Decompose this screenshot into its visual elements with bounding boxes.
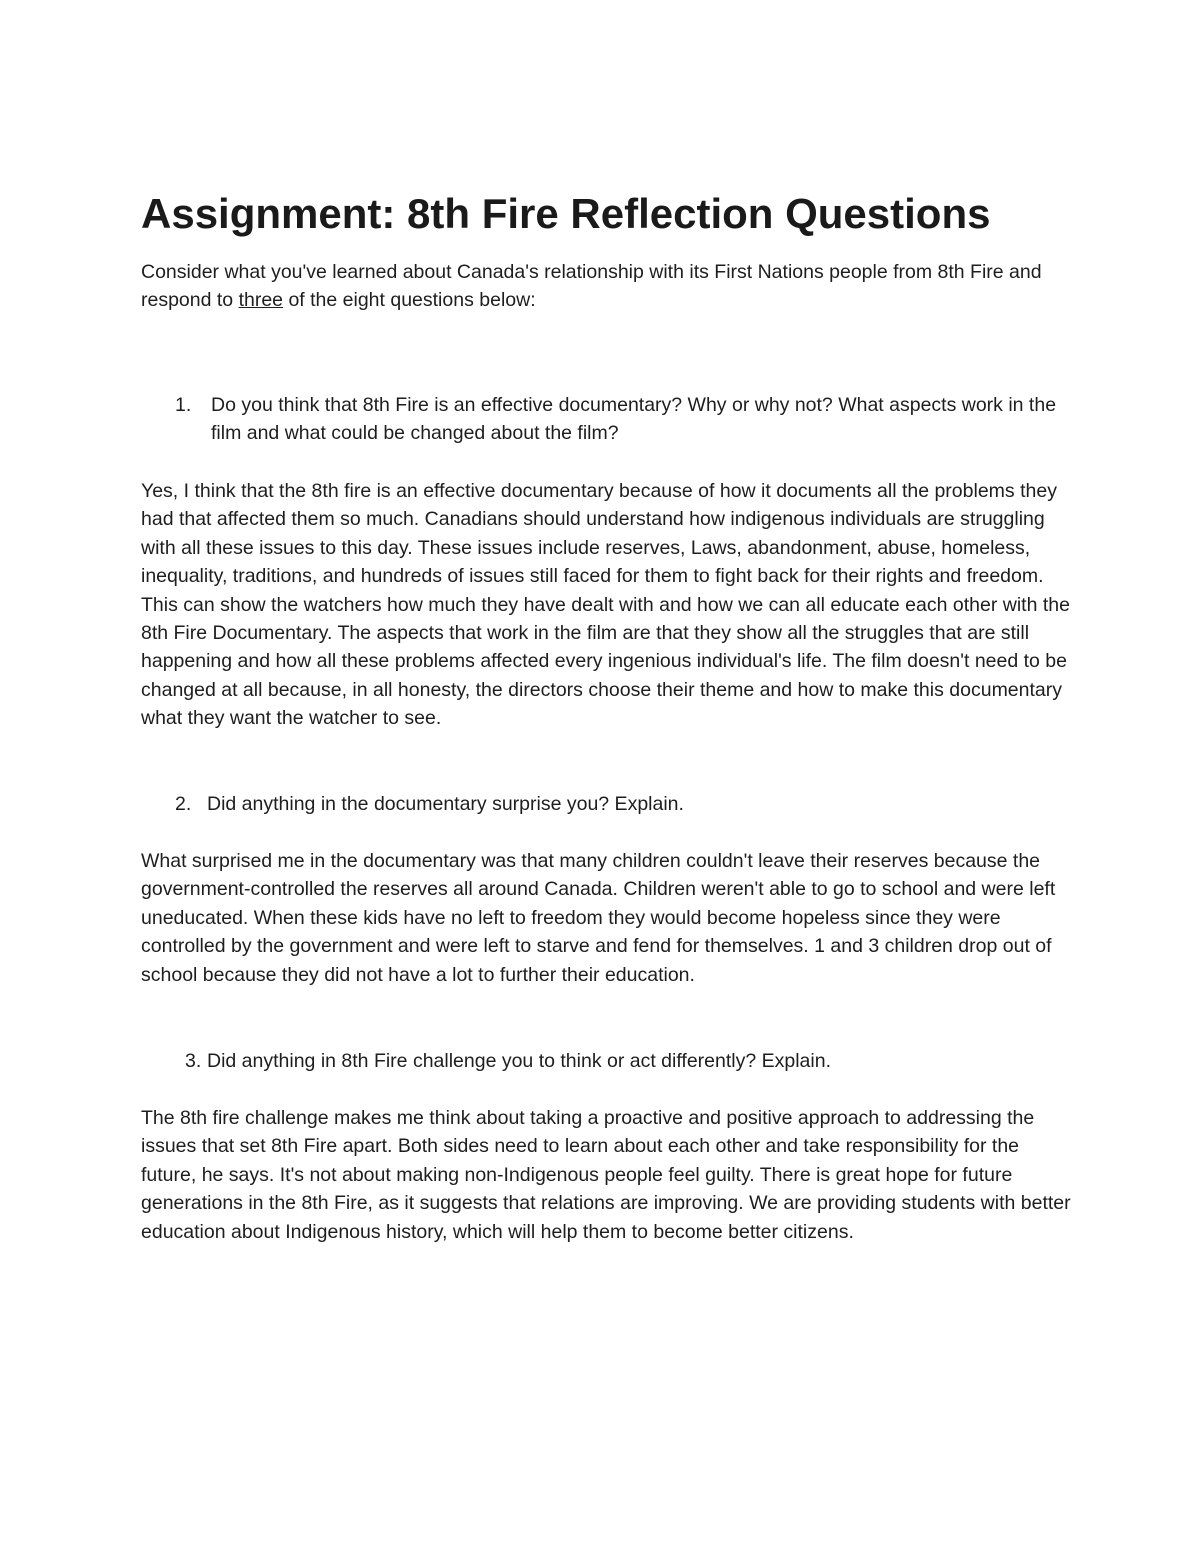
intro-emphasis: three	[238, 289, 284, 312]
question-2-number: 2.	[175, 793, 192, 815]
question-3	[185, 1047, 1085, 1075]
intro-paragraph	[141, 258, 1071, 315]
question-1	[175, 391, 1075, 448]
question-3-text: Did anything in 8th Fire challenge you to think or act differently? Explain.	[207, 1050, 831, 1072]
question-2-text: Did anything in the documentary surprise you? Explain.	[207, 793, 684, 815]
answer-1: Yes, I think that the 8th fire is an effective documentary because of how it documents all the problems they had that affected them so much. Canadians should understand how indigenous individuals are struggling with all these issues to this day. These issues include reserves, Laws, abandonment, abuse, homeless, inequality, traditions, and hundreds of issues still faced for them to fight back for their rights and freedom. This can show the watchers how much they have dealt with and how we can all educate each other with the 8th Fire Documentary. The aspects that work in the film are that they show all the struggles that are still happening and how all these problems affected every ingenious individual's life. The film doesn't need to be changed at all because, in all honesty, the directors choose their theme and how to make this documentary what they want the watcher to see.	[141, 480, 1070, 730]
answer-2: What surprised me in the documentary was that many children couldn't leave their reserves because the government-controlled the reserves all around Canada. Children weren't able to go to school and were left uneducated. When these kids have no left to freedom they would become hopeless since they were controlled by the government and were left to starve and fend for themselves. 1 and 3 children drop out of school because they did not have a lot to further their education.	[141, 850, 1056, 986]
question-1-number: 1.	[175, 394, 192, 416]
question-1-text: Do you think that 8th Fire is an effective documentary? Why or why not? What aspects work in the film and what could be changed about the film?	[211, 394, 1057, 445]
intro-text-start: Consider what you've learned about Canada's relationship with its First Nations people from 8th Fire and respond to	[141, 261, 1042, 312]
page-title: Assignment: 8th Fire Reflection Questions	[141, 190, 991, 237]
question-2	[175, 790, 1075, 818]
question-3-number: 3.	[185, 1050, 202, 1072]
intro-text-end: of the eight questions below:	[283, 289, 536, 312]
answer-3: The 8th fire challenge makes me think about taking a proactive and positive approach to addressing the issues that set 8th Fire apart. Both sides need to learn about each other and take responsibility for the future, he says. It's not about making non-Indigenous people feel guilty. There is great hope for future generations in the 8th Fire, as it suggests that relations are improving. We are providing students with better education about Indigenous history, which will help them to become better citizens.	[141, 1107, 1071, 1243]
